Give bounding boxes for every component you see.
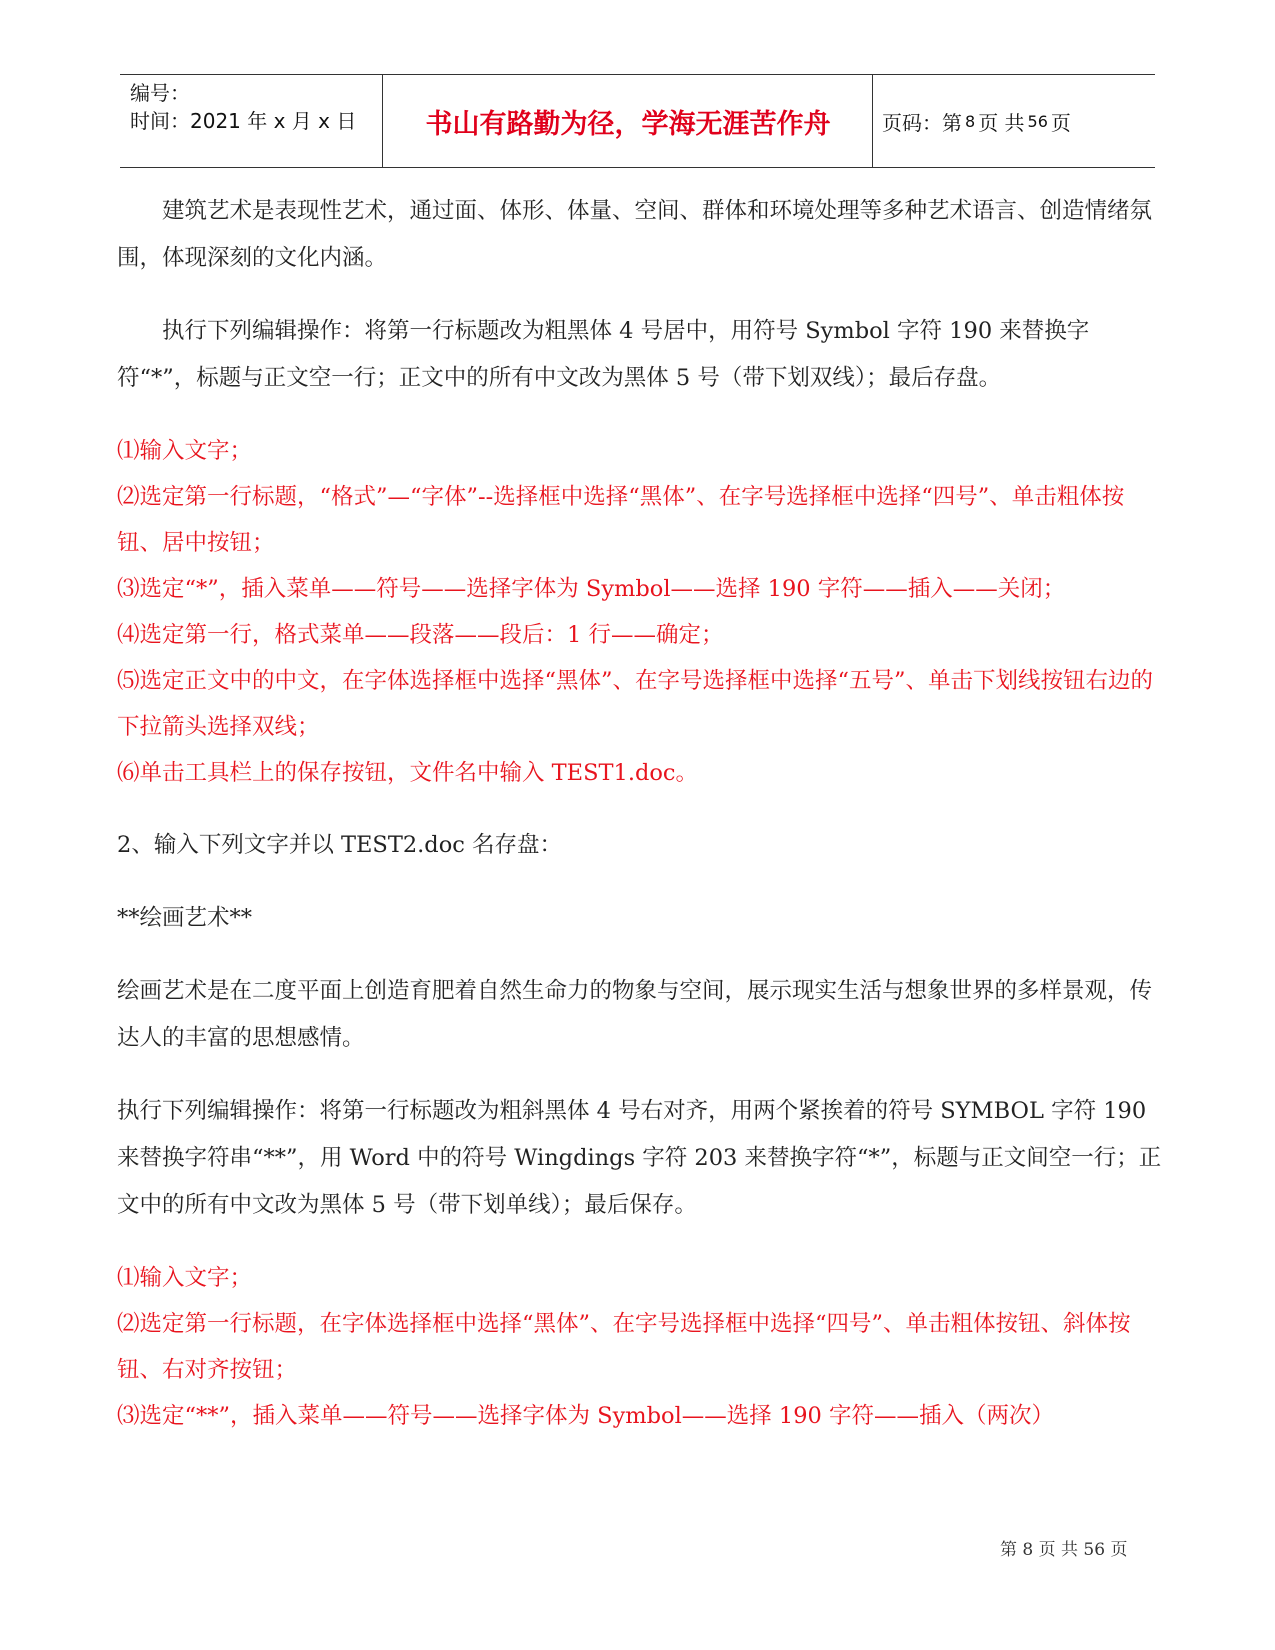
step-item: ⑶选定“**”，插入菜单——符号——选择字体为 Symbol——选择 190 字符——插入（两次） [117,1403,1055,1429]
header-motto: 书山有路勤为径，学海无涯苦作舟 [425,108,831,140]
step-item: ⑶选定“*”，插入菜单——符号——选择字体为 Symbol——选择 190 字符——插入——关闭； [117,576,1066,602]
header-page-prefix: 页码：第 [882,110,962,135]
document-body [117,188,1162,1439]
page-footer: 第 8 页 共 56 页 [1000,1540,1128,1560]
header-page-mid: 页 共 [978,110,1025,135]
step-item: ⑸选定正文中的中文，在字体选择框中选择“黑体”、在字号选择框中选择“五号”、单击下划线按钮右边的下拉箭头选择双线； [117,668,1154,740]
header-page-info [882,75,1071,167]
header-divider [382,75,383,167]
header-page-suffix: 页 [1050,110,1071,135]
step-item: ⑹单击工具栏上的保存按钮，文件名中输入 TEST1.doc。 [117,760,699,786]
page-header [120,74,1155,168]
header-divider [872,75,873,167]
paragraph-instructions-1: 执行下列编辑操作：将第一行标题改为粗黑体 4 号居中，用符号 Symbol 字符 190 来替换字符“*”，标题与正文空一行；正文中的所有中文改为黑体 5 号（带下划双线）；最后存盘。 [117,318,1090,391]
header-meta [130,79,370,135]
question-2: 2、输入下列文字并以 TEST2.doc 名存盘： [117,832,562,858]
title-painting: **绘画艺术** [117,905,253,931]
step-item: ⑴输入文字； [117,438,253,464]
steps-list-2 [117,1255,1162,1439]
step-item: ⑵选定第一行标题，在字体选择框中选择“黑体”、在字号选择框中选择“四号”、单击粗体按钮、斜体按钮、右对齐按钮； [117,1311,1131,1383]
header-number-label: 编号： [130,81,190,105]
header-time-label: 时间：2021 年 x 月 x 日 [130,109,357,133]
header-page-current: 8 [965,111,976,131]
step-item: ⑷选定第一行，格式菜单——段落——段后：1 行——确定； [117,622,724,648]
header-page-total: 56 [1027,111,1048,131]
steps-list-1 [117,428,1162,796]
paragraph-painting: 绘画艺术是在二度平面上创造育肥着自然生命力的物象与空间，展示现实生活与想象世界的多样景观，传达人的丰富的思想感情。 [117,978,1153,1051]
step-item: ⑵选定第一行标题，“格式”—“字体”--选择框中选择“黑体”、在字号选择框中选择“四号”、单击粗体按钮、居中按钮； [117,484,1125,556]
paragraph-architecture: 建筑艺术是表现性艺术，通过面、体形、体量、空间、群体和环境处理等多种艺术语言、创造情绪氛围，体现深刻的文化内涵。 [117,198,1153,271]
paragraph-instructions-2: 执行下列编辑操作：将第一行标题改为粗斜黑体 4 号右对齐，用两个紧挨着的符号 SYMBOL 字符 190 来替换字符串“**”，用 Word 中的符号 Wingdings 字符 203 来替换字符“*”，标题与正文间空一行；正文中的所有中文改为黑体 5 号（带下划单线）；最后保存。 [117,1098,1162,1218]
step-item: ⑴输入文字； [117,1265,253,1291]
